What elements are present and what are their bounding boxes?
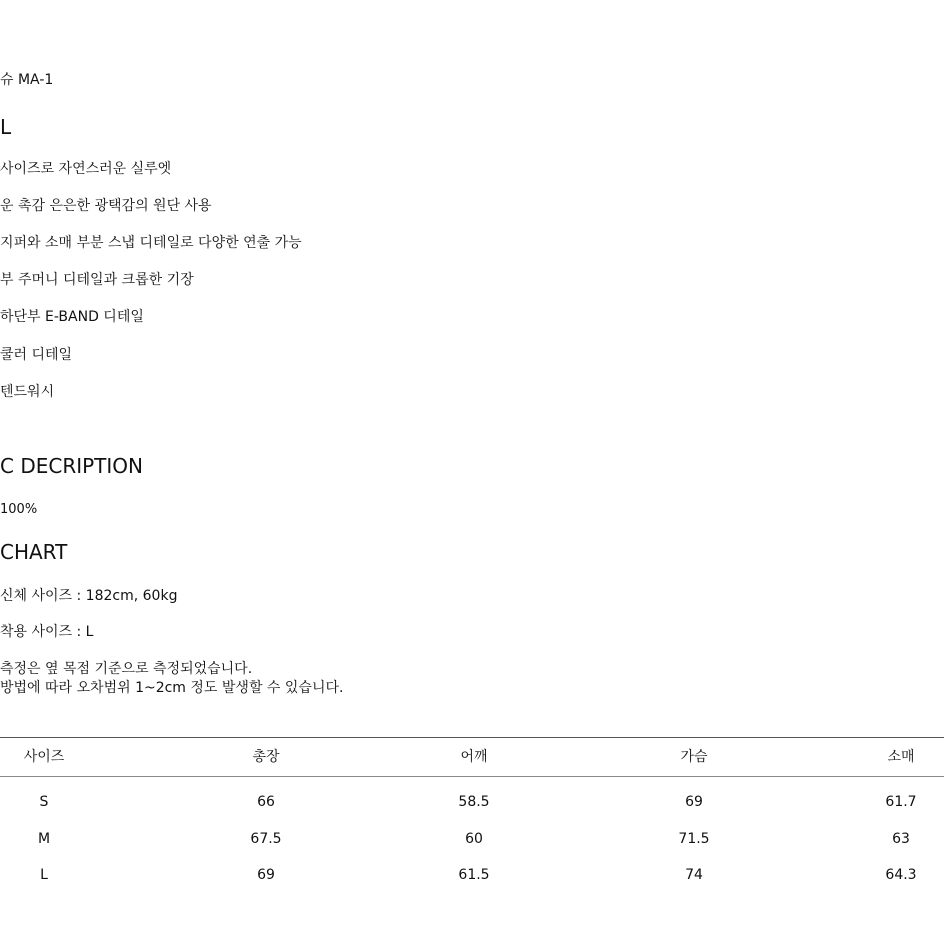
size-chart-heading: CHART — [0, 540, 68, 564]
table-cell: 71.5 — [678, 831, 710, 847]
column-header: 총장 — [252, 749, 280, 765]
column-header: 가슴 — [680, 749, 708, 765]
column-header: 사이즈 — [23, 749, 65, 765]
detail-item: 부 주머니 디테일과 크롭한 기장 — [0, 272, 194, 288]
detail-item: 쿨러 디테일 — [0, 347, 73, 363]
table-header-divider — [0, 776, 944, 777]
table-cell: 61.5 — [458, 867, 490, 883]
measurement-note: 측정은 옆 목점 기준으로 측정되었습니다. — [0, 661, 253, 677]
table-top-border — [0, 737, 944, 738]
detail-item: 운 촉감 은은한 광택감의 원단 사용 — [0, 198, 212, 214]
table-cell: 58.5 — [458, 794, 490, 810]
fabric-value: 100% — [0, 502, 38, 517]
table-cell: 64.3 — [885, 867, 917, 883]
table-cell: 63 — [892, 831, 910, 847]
detail-item: 하단부 E-BAND 디테일 — [0, 309, 144, 325]
detail-item: 텐드워시 — [0, 384, 55, 400]
detail-item: 사이즈로 자연스러운 실루엣 — [0, 161, 172, 177]
table-cell: L — [40, 867, 48, 883]
table-cell: 74 — [685, 867, 703, 883]
table-cell: M — [37, 831, 51, 847]
column-header: 소매 — [887, 749, 915, 765]
detail-item: 지퍼와 소매 부분 스냅 디테일로 다양한 연출 가능 — [0, 235, 302, 251]
product-name: 슈 MA-1 — [0, 72, 54, 88]
model-info: 신체 사이즈 : 182cm, 60kg — [0, 588, 178, 604]
table-cell: 67.5 — [250, 831, 282, 847]
table-cell: 69 — [685, 794, 703, 810]
table-cell: S — [39, 794, 49, 810]
detail-heading: L — [0, 115, 12, 139]
table-cell: 60 — [465, 831, 483, 847]
fabric-heading: C DECRIPTION — [0, 454, 143, 478]
fit-size: 착용 사이즈 : L — [0, 624, 94, 640]
table-cell: 69 — [257, 867, 275, 883]
measurement-note: 방법에 따라 오차범위 1~2cm 정도 발생할 수 있습니다. — [0, 680, 344, 696]
table-cell: 61.7 — [885, 794, 917, 810]
column-header: 어깨 — [460, 749, 488, 765]
table-cell: 66 — [257, 794, 275, 810]
